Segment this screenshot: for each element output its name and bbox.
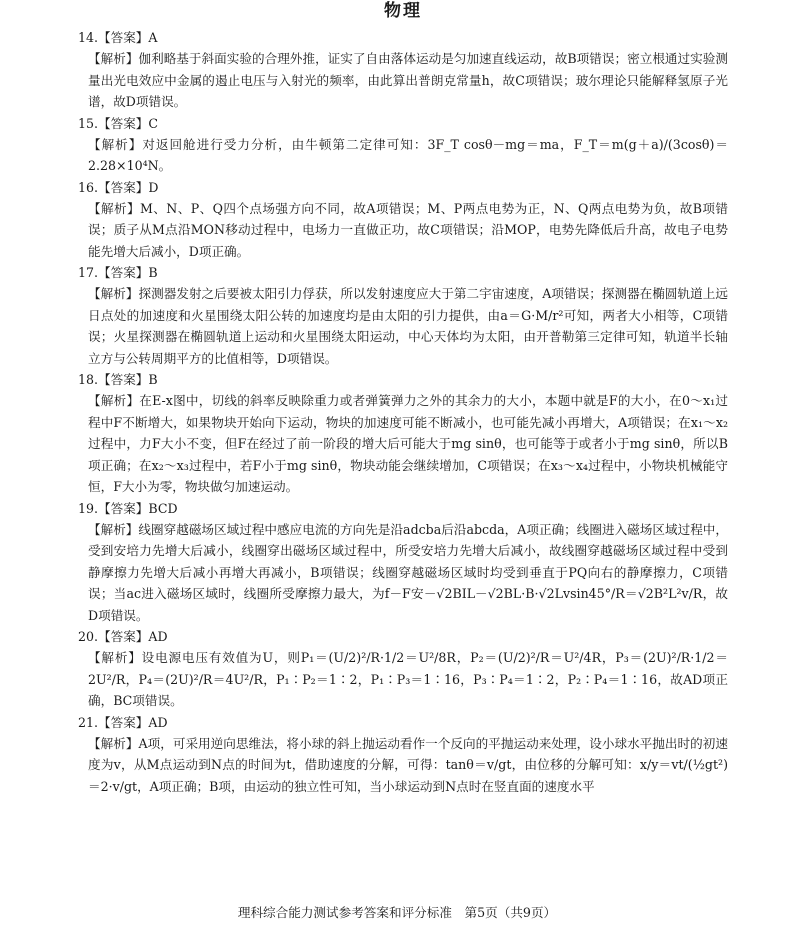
answer-line: 17.【答案】B <box>78 265 158 280</box>
explanation-text: 【解析】A项，可采用逆向思维法，将小球的斜上抛运动看作一个反向的平抛运动来处理，设小球水平抛出时的初速度为v，从M点运动到N点的时间为t，借助速度的分解，可得：tanθ＝v/gt，由位移的分解可知：x/y＝vt/(½gt²)＝2·v/gt，A项正确；B项，由运动的独立性可知，当小球运动到N点时在竖直面的速度水平 <box>88 735 728 794</box>
explanation-text: 【解析】在E-x图中，切线的斜率反映除重力或者弹簧弹力之外的其余力的大小，本题中就是F的大小，在0～x₁过程中F不断增大，如果物块开始向下运动，物块的加速度可能不断减小，也可能先减小再增大，A项错误；在x₁～x₂过程中，力F大小不变，但F在经过了前一阶段的增大后可能大于mg sinθ，也可能等于或者小于mg sinθ，所以B项正确；在x₂～x₃过程中，若F小于mg sinθ，物块动能会继续增加，C项错误；在x₃～x₄过程中，小物块机械能守恒，F大小为零，物块做匀加速运动。 <box>88 393 728 494</box>
explanation-text: 【解析】设电源电压有效值为U，则P₁＝(U/2)²/R·1/2＝U²/8R，P₂＝(U/2)²/R＝U²/4R，P₃＝(2U)²/R·1/2＝2U²/R，P₄＝(2U)²/R＝4U²/R，P₁∶P₂＝1∶2，P₁∶P₃＝1∶16，P₃∶P₄＝1∶2，P₂∶P₄＝1∶16，故AD项正确，BC项错误。 <box>88 650 728 708</box>
answer-line: 20.【答案】AD <box>78 629 168 644</box>
page-title: 物理 <box>384 1 422 21</box>
answer-line: 18.【答案】B <box>78 372 158 387</box>
question-20 <box>78 626 728 712</box>
question-15 <box>78 113 728 177</box>
answer-line: 14.【答案】A <box>78 30 158 45</box>
question-21 <box>78 712 728 798</box>
answer-line: 19.【答案】BCD <box>78 500 178 516</box>
question-19 <box>78 498 728 627</box>
explanation-text: 【解析】伽利略基于斜面实验的合理外推，证实了自由落体运动是匀加速直线运动，故B项错误；密立根通过实验测量出光电效应中金属的遏止电压与入射光的频率，由此算出普朗克常量h，故C项错误；玻尔理论只能解释氢原子光谱，故D项错误。 <box>88 51 728 109</box>
answer-line: 21.【答案】AD <box>78 714 168 730</box>
explanation-text: 【解析】探测器发射之后要被太阳引力俘获，所以发射速度应大于第二宇宙速度，A项错误；探测器在椭圆轨道上远日点处的加速度和火星围绕太阳公转的加速度均是由太阳的引力提供，由a＝G·M/r²可知，两者大小相等，C项错误；火星探测器在椭圆轨道上运动和火星围绕太阳运动，中心天体均为太阳，由开普勒第三定律可知，轨道半长轴立方与公转周期平方的比值相等，D项错误。 <box>88 286 728 366</box>
question-17 <box>78 262 728 369</box>
question-14 <box>78 27 728 113</box>
question-18 <box>78 369 728 498</box>
explanation-text: 【解析】线圈穿越磁场区域过程中感应电流的方向先是沿adcba后沿abcda，A项正确；线圈进入磁场区域过程中，受到安培力先增大后减小，线圈穿出磁场区域过程中，所受安培力先增大后减小，故线圈穿越磁场区域过程中受到静摩擦力先增大后减小再增大再减小，B项错误；线圈穿越磁场区域时均受到垂直于PQ向右的静摩擦力，C项错误；当ac进入磁场区域时，线圈所受摩擦力最大，为f－F安－√2BIL－√2BL·B·√2Lvsin45°/R＝√2B²L²v/R，故D项错误。 <box>88 521 728 623</box>
answer-line: 16.【答案】D <box>78 179 159 195</box>
explanation-text: 【解析】M、N、P、Q四个点场强方向不同，故A项错误；M、P两点电势为正，N、Q两点电势为负，故B项错误；质子从M点沿MON移动过程中，电场力一直做正功，故C项错误；沿MOP，电势先降低后升高，故电子电势能先增大后减小，D项正确。 <box>88 200 728 259</box>
answer-line: 15.【答案】C <box>78 115 159 131</box>
question-16 <box>78 177 728 263</box>
page-footer: 理科综合能力测试参考答案和评分标准 第5页（共9页） <box>237 904 557 920</box>
explanation-text: 【解析】对返回舱进行受力分析，由牛顿第二定律可知：3F_T cosθ－mg＝ma，F_T＝m(g＋a)/(3cosθ)＝2.28×10⁴N。 <box>88 136 728 173</box>
